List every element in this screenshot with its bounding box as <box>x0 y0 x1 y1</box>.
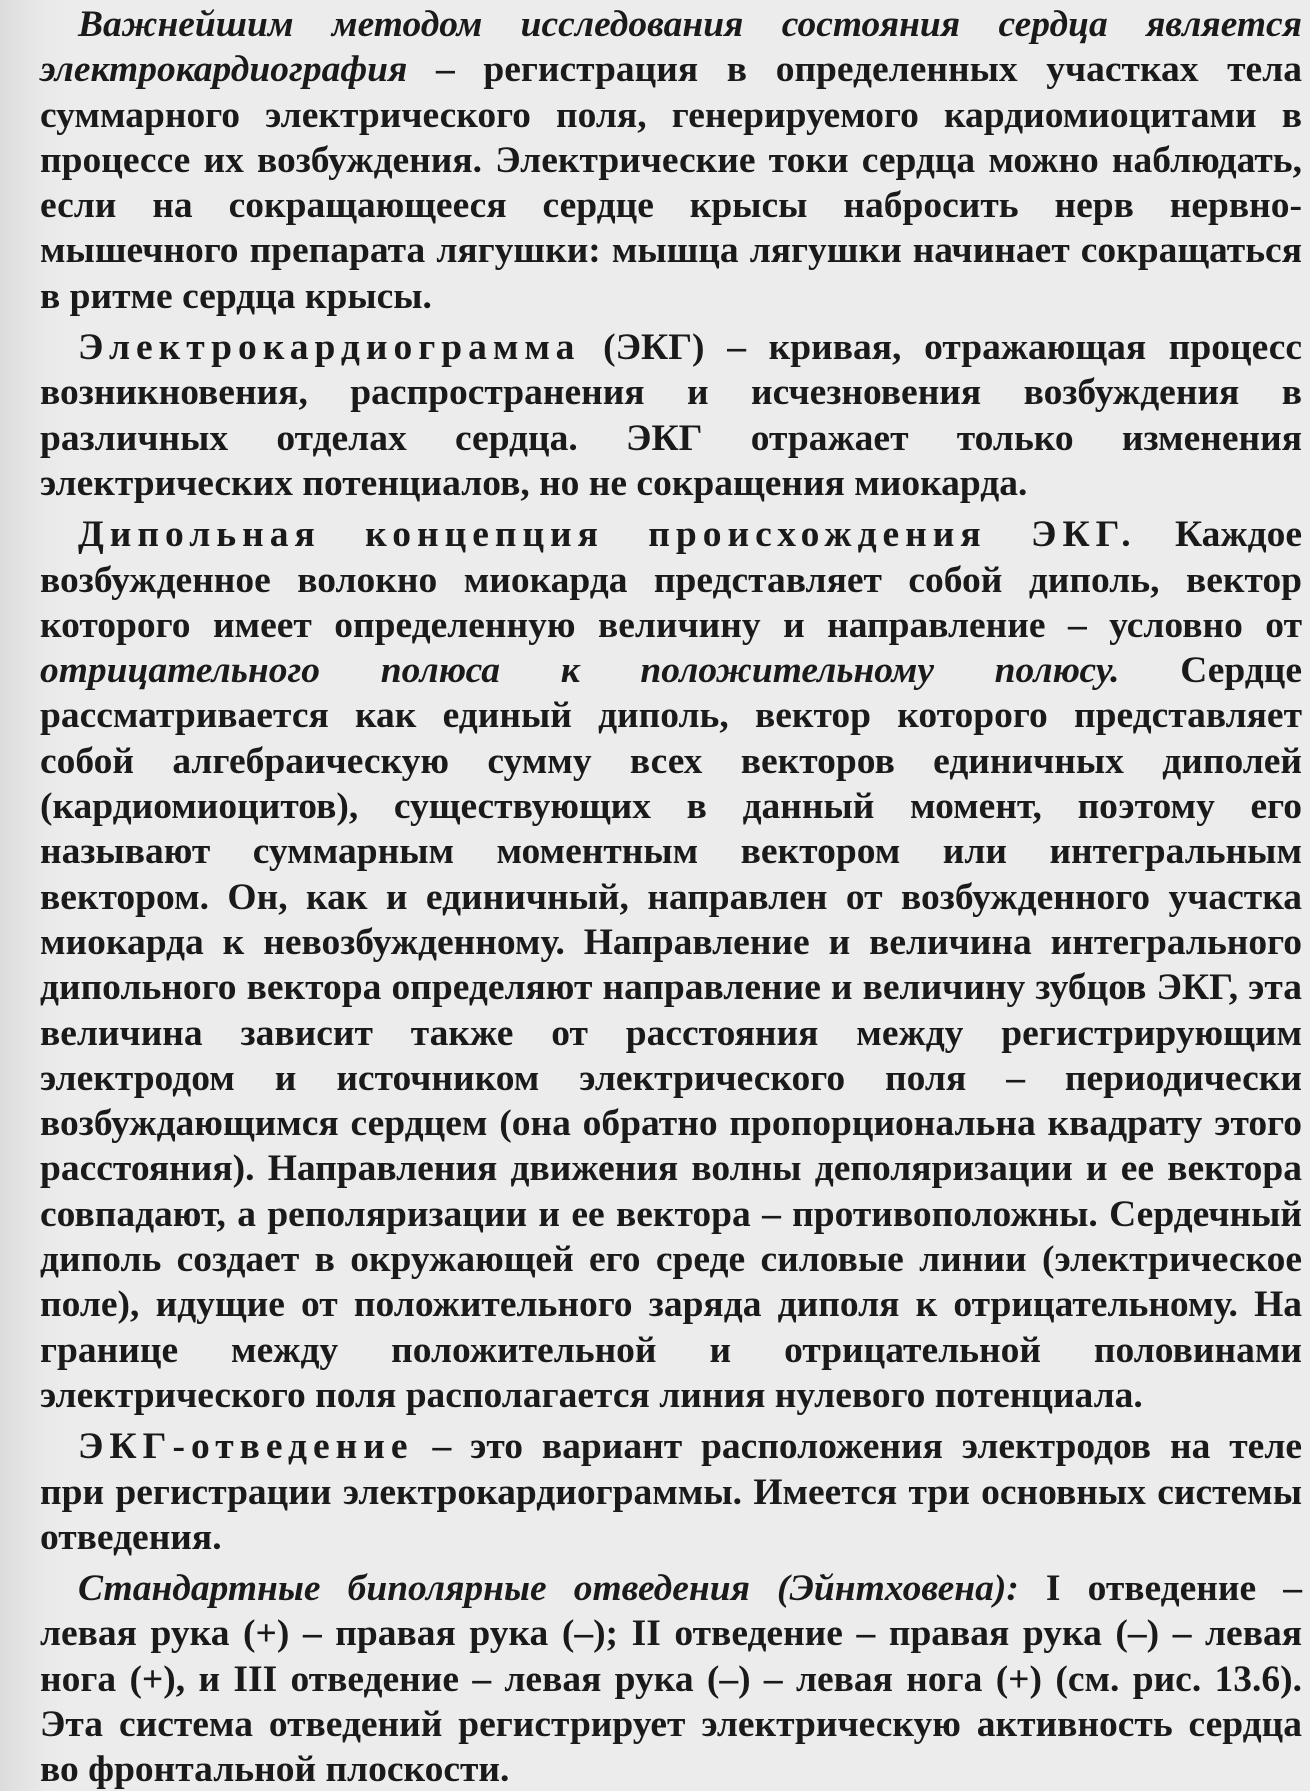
paragraph-body: – регистрация в определенных участках тела суммарного электрического поля, генерируемого кардиомиоцитами в процессе их возбуждения. Электрические токи сердца можно наблюдать, если на сокращающееся сердце крысы набросить нерв нервно-мышечного препарата лягушки: мышца лягушки начинает сокращаться в ритме сердца крысы. <box>40 49 1302 317</box>
paragraph-lead: Стандартные биполярные отведения (Эйнтховена): <box>78 1568 1019 1610</box>
paragraph-ecg-definition <box>40 325 1302 506</box>
paragraph-lead: Электрокардиограмма <box>78 327 581 369</box>
paragraph-italic-phrase: отрицательного полюса к положительному полюсу. <box>40 650 1120 692</box>
paragraph-body-start: Каждое возбужденное волокно миокарда представляет собой диполь, вектор которого имеет определенную величину и направление – условно от <box>40 514 1302 646</box>
paragraph-lead: Дипольная концепция происхождения ЭКГ. <box>78 514 1137 556</box>
paragraph-lead: Важнейшим методом исследования состояния сердца является электрокардиография <box>40 4 1302 91</box>
paragraph-dipole-concept <box>40 512 1302 1418</box>
paragraph-body: – это вариант расположения электродов на теле при регистрации электрокардиограммы. Имеется три основных системы отведения. <box>40 1426 1302 1558</box>
paragraph-body: Сердце рассматривается как единый диполь, вектор которого представляет собой алгебраическую сумму всех векторов единичных диполей (кардиомиоцитов), существующих в данный момент, поэтому его называют суммарным моментным вектором или интегральным вектором. Он, как и единичный, направлен от возбужденного участка миокарда к невозбужденному. Направление и величина интегрального дипольного вектора определяют направление и величину зубцов ЭКГ, эта величина зависит также от расстояния между регистрирующим электродом и источником электрического поля – периодически возбуждающимся сердцем (она обратно пропорциональна квадрату этого расстояния). Направления движения волны деполяризации и ее вектора совпадают, а реполяризации и ее вектора – противоположны. Сердечный диполь создает в окружающей его среде силовые линии (электрическое поле), идущие от положительного заряда диполя к отрицательному. На границе между положительной и отрицательной половинами электрического поля располагается линия нулевого потенциала. <box>40 650 1302 1416</box>
paragraph-body: I отведение – левая рука (+) – правая рука (–); II отведение – правая рука (–) – левая нога (+), и III отведение – левая рука (–) – левая нога (+) (см. рис. 13.6). Эта система отведений регистрирует электрическую активность сердца во фронтальной плоскости. <box>40 1568 1302 1791</box>
paragraph-lead: ЭКГ-отведение <box>78 1426 414 1468</box>
paragraph-ecg-method <box>40 2 1302 319</box>
text-column <box>40 2 1302 1791</box>
paragraph-einthoven-leads <box>40 1566 1302 1791</box>
paragraph-ecg-lead <box>40 1424 1302 1560</box>
paragraph-body: (ЭКГ) – кривая, отражающая процесс возникновения, распространения и исчезновения возбуждения в различных отделах сердца. ЭКГ отражает только изменения электрических потенциалов, но не сокращения миокарда. <box>40 327 1302 504</box>
